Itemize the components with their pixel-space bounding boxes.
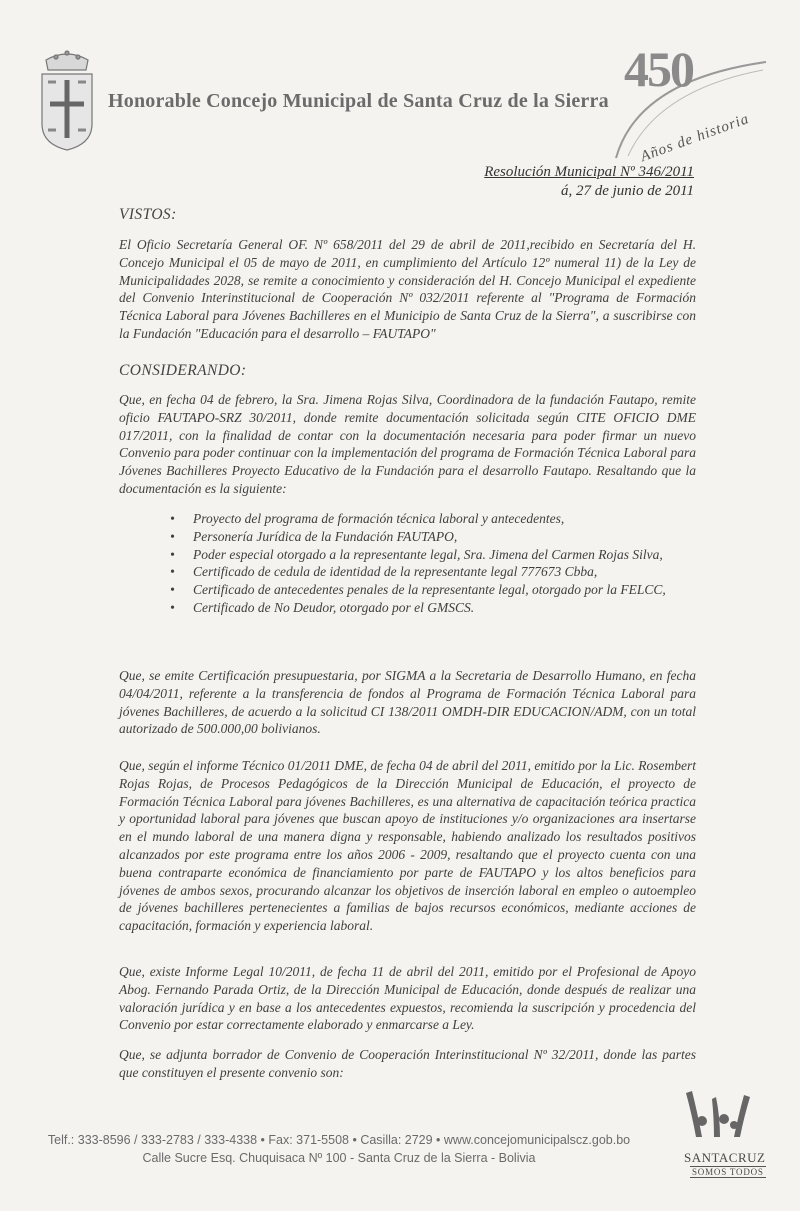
resolution-date: á, 27 de junio de 2011 xyxy=(560,183,694,199)
bullet-icon: • xyxy=(170,599,175,615)
considerando-heading: CONSIDERANDO: xyxy=(119,362,247,379)
list-item: • Personería Jurídica de la Fundación FAUTAPO, xyxy=(170,528,458,544)
list-item: • Certificado de No Deudor, otorgado por el GMSCS. xyxy=(170,599,475,615)
footer-contact: Telf.: 333-8596 / 333-2783 / 333-4338 • Fax: 371-5508 • Casilla: 2729 • www.concejomunicipalscz.gob.bo xyxy=(47,1133,631,1147)
bullet-icon: • xyxy=(170,546,175,562)
anniversary-subtitle: Años de historia xyxy=(638,110,752,166)
vistos-heading: VISTOS: xyxy=(119,206,177,223)
santa-cruz-logo-subtext: SOMOS TODOS xyxy=(692,1167,764,1177)
santa-cruz-logo-text: SANTACRUZ xyxy=(684,1150,766,1165)
considerando-paragraph-3: Que, según el informe Técnico 01/2011 DME, de fecha 04 de abril del 2011, emitido por la Lic. Rosembert Rojas Rojas, de Procesos Pedagógicos de la Dirección Municipal de Educación, el proyecto de Formación Técnica Laboral para jóvenes Bachilleres, es una alternativa de capacitación teórica practica y oportunidad laboral para jóvenes que buscan apoyo de instituciones y/o organizaciones ara insertarse en el mundo laboral de una manera digna y responsable, habiendo analizado los resultados positivos alcanzados por este programa entre los años 2006 - 2009, resaltando que el proyecto cuenta con una buena contraparte económica de financiamiento por parte de FAUTAPO y los altos beneficios para jóvenes de ambos sexos, procurando alcanzar los objetivos de inserción laboral en empleo o autoempleo de jóvenes bachilleres pertenecientes a familias de bajos recursos económicos, mediante acciones de capacitación, formación y experiencia laboral. xyxy=(119,758,696,934)
coat-of-arms-logo xyxy=(36,46,98,154)
considerando-paragraph-5: Que, se adjunta borrador de Convenio de Cooperación Interinstitucional Nº 32/2011, donde las partes que constituyen el presente convenio son: xyxy=(119,1047,696,1080)
anniversary-number: 450 xyxy=(624,41,693,97)
resolution-title: Resolución Municipal Nº 346/2011 xyxy=(484,164,694,180)
considerando-paragraph-4: Que, existe Informe Legal 10/2011, de fecha 11 de abril del 2011, emitido por el Profesional de Apoyo Abog. Fernando Parada Ortiz, de la Dirección Municipal de Educación, donde después de realizar una valoración jurídica y en base a los antecedentes expuestos, recomienda la suscripción y procedencia del Convenio por estar correctamente elaborado y enmarcarse a Ley. xyxy=(119,964,696,1033)
list-item: • Proyecto del programa de formación técnica laboral y antecedentes, xyxy=(170,511,565,526)
considerando-paragraph-1: Que, en fecha 04 de febrero, la Sra. Jimena Rojas Silva, Coordinadora de la fundación Fautapo, remite oficio FAUTAPO-SRZ 30/2011, donde remite documentación solicitada según CITE OFICIO DME 017/2011, con la finalidad de contar con la documentación necesaria para poder firmar un nuevo Convenio para poder continuar con la implementación del programa de Formación Técnica Laboral para Jóvenes Bachilleres Proyecto Educativo de la Fundación para el desarrollo Fautapo. Resaltando que la documentación es la siguiente: xyxy=(119,392,696,496)
org-title: Honorable Concejo Municipal de Santa Cruz de la Sierra xyxy=(108,90,609,112)
vistos-paragraph: El Oficio Secretaría General OF. Nº 658/2011 del 29 de abril de 2011,recibido en Secretaría del H. Concejo Municipal el 05 de mayo de 2011, en cumplimiento del Artículo 12º numeral 11) de la Ley de Municipalidades 2028, se remite a conocimiento y consideración del H. Concejo Municipal el expediente del Convenio Interinstitucional de Cooperación Nº 032/2011 referente al "Programa de Formación Técnica Laboral para Jóvenes Bachilleres en el Municipio de Santa Cruz de la Sierra", a suscribirse con la Fundación "Educación para el desarrollo – FAUTAPO" xyxy=(119,237,696,341)
footer-address: Calle Sucre Esq. Chuquisaca Nº 100 - Santa Cruz de la Sierra - Bolivia xyxy=(142,1151,536,1165)
anniversary-emblem xyxy=(598,40,768,166)
considerando-paragraph-2: Que, se emite Certificación presupuestaria, por SIGMA a la Secretaria de Desarrollo Humano, en fecha 04/04/2011, referente a la transferencia de fondos al Programa de Formación Técnica Laboral para jóvenes Bachilleres, de acuerdo a la solicitud CI 138/2011 OMDH-DIR EDUCACION/ADM, con un total autorizado de 500.000,00 bolivianos. xyxy=(119,668,696,737)
list-item: • Certificado de antecedentes penales de la representante legal, otorgado por la FELCC, xyxy=(170,582,666,598)
bullet-icon: • xyxy=(170,528,175,544)
bullet-icon: • xyxy=(170,511,175,526)
bullet-icon: • xyxy=(170,582,175,598)
bullet-icon: • xyxy=(170,564,175,580)
list-item: • Certificado de cedula de identidad de la representante legal 777673 Cbba, xyxy=(170,564,598,580)
list-item: • Poder especial otorgado a la representante legal, Sra. Jimena del Carmen Rojas Silva, xyxy=(170,546,663,562)
requirements-list xyxy=(170,510,696,617)
